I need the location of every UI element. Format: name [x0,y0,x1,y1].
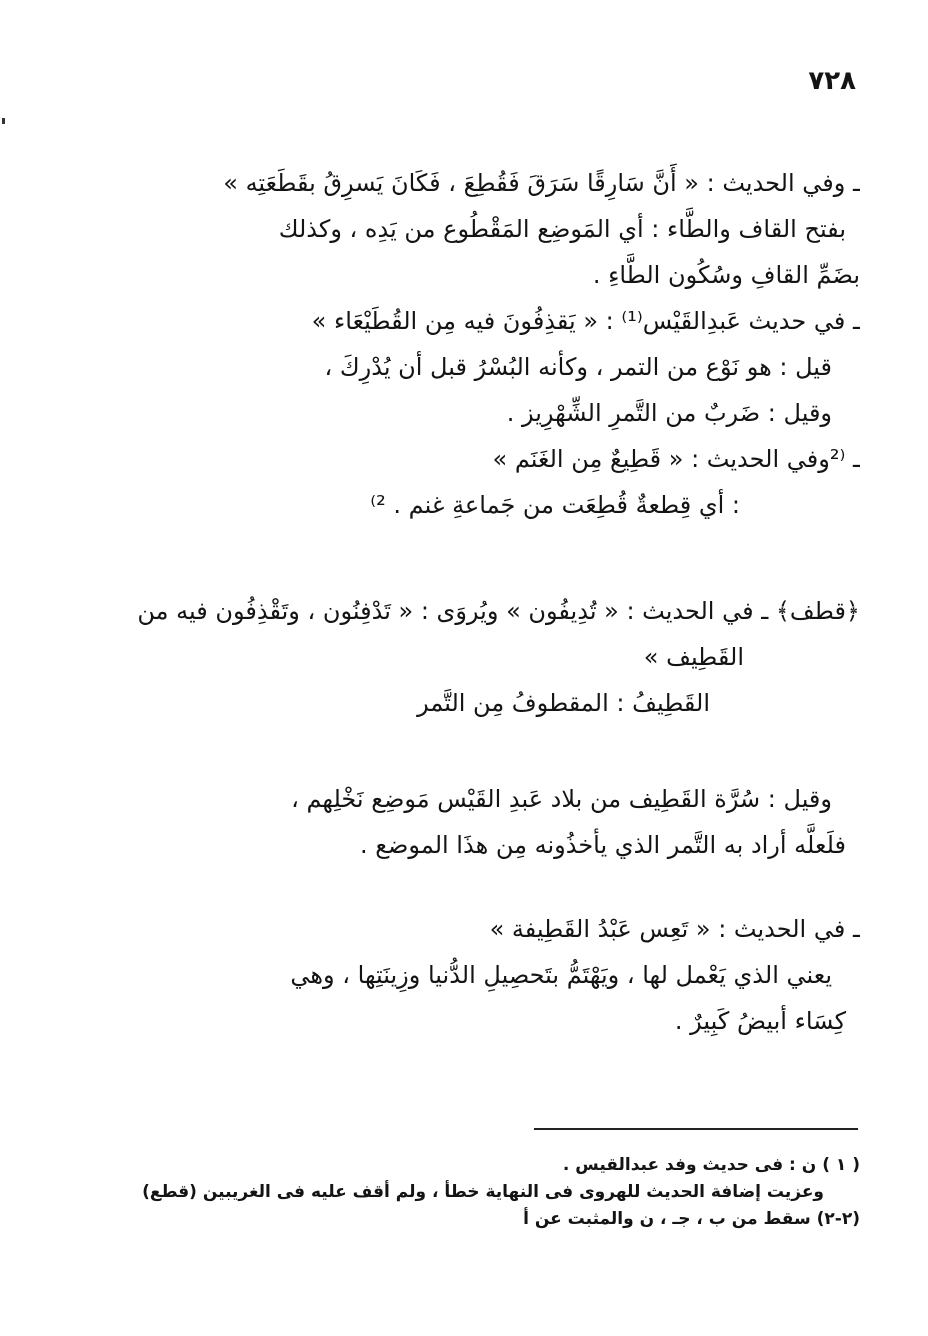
footnote-line: (٢-٢) سقط من ب ، جـ ، ن والمثبت عن أ [523,1209,860,1229]
entry-block-qatf [100,588,860,726]
text-line: كِسَاء أبيضُ كَبِيرٌ . [674,1007,846,1035]
footnote-line: ( ١ ) ن : فى حديث وفد عبدالقيس . [562,1155,860,1175]
text-line: وقيل : ضَربٌ من التَّمرِ الشِّهْرِيز . [506,399,832,427]
entry-heading-line: ﴿قطف﴾ ـ في الحديث : « تُدِيفُون » ويُروَى : « تَدْفِنُون ، وتَقْذِفُون فيه من [137,597,860,625]
text-line: ـ في الحديث : « تَعِس عَبْدُ القَطِيفة » [489,915,860,943]
text-line: ـ ⁽²وفي الحديث : « قَطِيعٌ مِن الغَنَم » [492,445,860,473]
text-line: بفتح القاف والطَّاء : أي المَوضِع المَقْطُوع من يَدِه ، وكذلك [278,215,846,243]
footnote-separator [534,1128,858,1130]
entry-block-qata [100,160,860,528]
page-number: ٧٢٨ [808,66,856,96]
text-line: يعني الذي يَعْمل لها ، ويَهْتَمُّ بتَحصِيلِ الدُّنيا وزِينَتِها ، وهي [290,961,832,989]
footnote-line: وعزيت إضافة الحديث للهروى فى النهاية خطأ ، ولم أقف عليه فى الغريبين (قطع) [142,1182,824,1202]
footnotes [130,1152,860,1233]
margin-mark [2,118,5,124]
entry-paragraph [100,906,860,1044]
text-line: ـ في حديث عَبدِالقَيْس⁽¹⁾ : « يَقذِفُونَ فيه مِن القُطَيْعَاء » [311,307,860,335]
text-line: قيل : هو نَوْع من التمر ، وكأنه البُسْرُ قبل أن يُدْرِكَ ، [324,353,832,381]
text-line: ـ وفي الحديث : « أَنَّ سَارِقًا سَرَقَ فَقُطِعَ ، فَكَانَ يَسرِقُ بقَطَعَتِه » [223,169,860,197]
text-line: القَطِيف » [643,643,744,671]
text-line: فلَعلَّه أراد به التَّمر الذي يأخذُونه مِن هذَا الموضع . [360,831,846,859]
entry-paragraph [100,776,860,868]
text-line: : أي قِطعةٌ قُطِعَت من جَماعةِ غنم . ²⁾ [370,491,740,519]
text-line: القَطِيفُ : المقطوفُ مِن التَّمر [417,689,710,717]
text-line: بضَمِّ القافِ وسُكُون الطَّاءِ . [592,261,860,289]
text-line: وقيل : سُرَّة القَطِيف من بلاد عَبدِ القَيْس مَوضِع نَخْلِهم ، [291,785,832,813]
